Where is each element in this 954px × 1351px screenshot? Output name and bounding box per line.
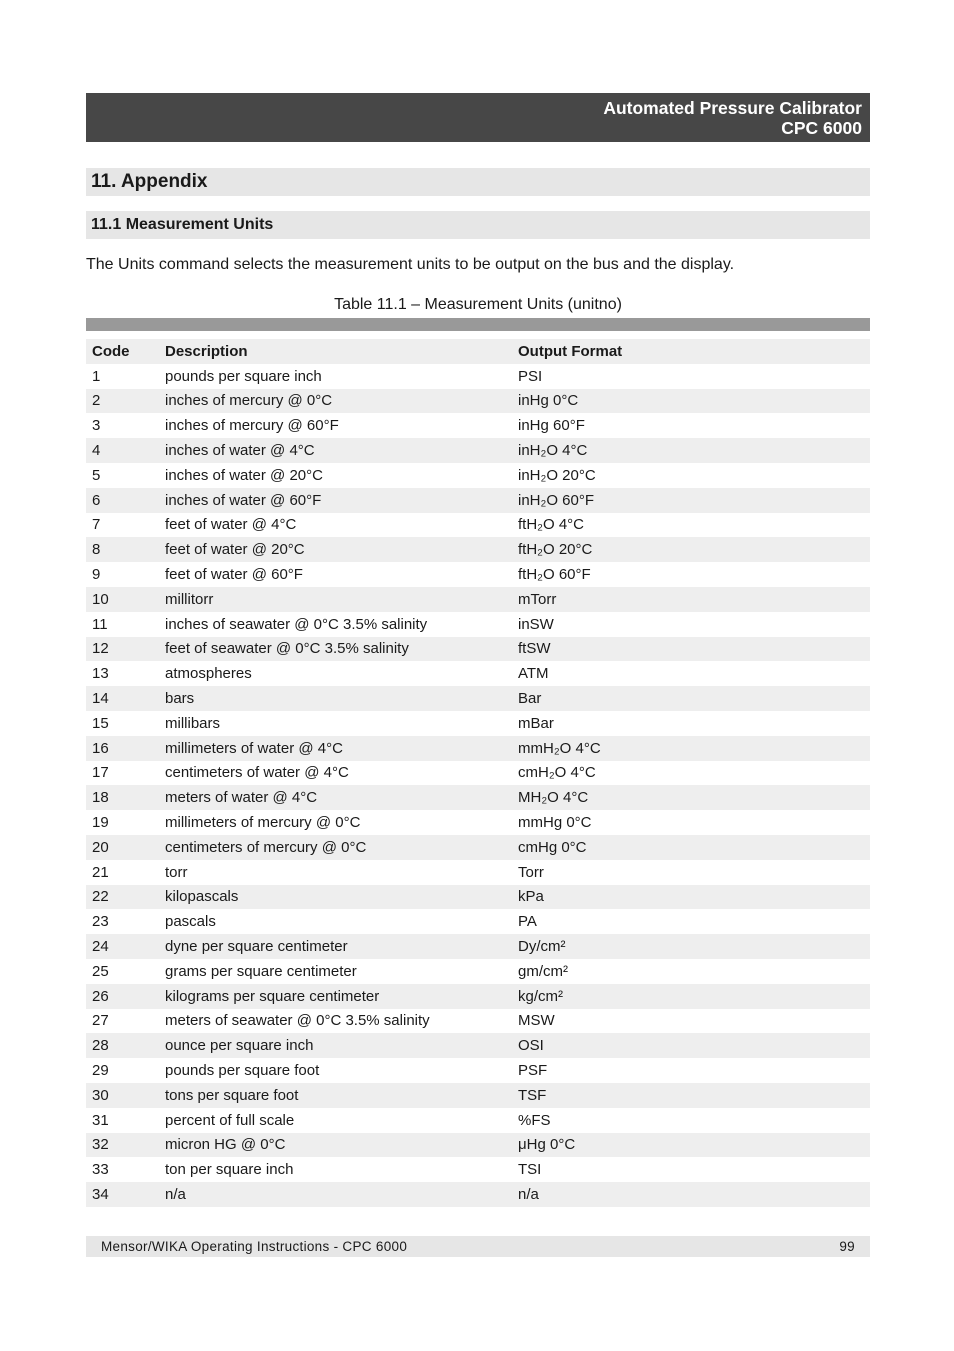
document-header	[86, 93, 870, 142]
table-row	[86, 810, 870, 835]
cell-description: inches of water @ 60°F	[165, 491, 322, 509]
table-row	[86, 413, 870, 438]
cell-output-format: cmH₂O 4°C	[518, 764, 596, 782]
cell-output-format: mmH₂O 4°C	[518, 739, 601, 757]
column-header-description: Description	[165, 342, 248, 360]
cell-code: 34	[92, 1185, 109, 1203]
table-row	[86, 761, 870, 786]
cell-description: kilopascals	[165, 888, 239, 906]
cell-code: 26	[92, 987, 109, 1005]
cell-description: dyne per square centimeter	[165, 938, 348, 956]
cell-output-format: mmHg 0°C	[518, 814, 592, 832]
cell-description: percent of full scale	[165, 1111, 295, 1129]
cell-description: inches of water @ 4°C	[165, 442, 315, 460]
cell-code: 32	[92, 1136, 109, 1154]
cell-output-format: mBar	[518, 714, 554, 732]
table-row	[86, 686, 870, 711]
cell-output-format: inSW	[518, 615, 554, 633]
table-row	[86, 637, 870, 662]
cell-description: millimeters of water @ 4°C	[165, 739, 343, 757]
cell-description: centimeters of mercury @ 0°C	[165, 838, 367, 856]
cell-code: 15	[92, 714, 109, 732]
cell-output-format: ftH₂O 20°C	[518, 541, 593, 559]
cell-output-format: ftH₂O 4°C	[518, 516, 584, 534]
cell-output-format: Bar	[518, 690, 542, 708]
table-row	[86, 959, 870, 984]
cell-code: 16	[92, 739, 109, 757]
cell-output-format: Torr	[518, 863, 544, 881]
cell-description: inches of seawater @ 0°C 3.5% salinity	[165, 615, 428, 633]
table-row	[86, 488, 870, 513]
cell-code: 11	[92, 615, 108, 633]
cell-code: 25	[92, 962, 109, 980]
cell-code: 14	[92, 690, 109, 708]
page-number: 99	[839, 1239, 855, 1254]
table-row	[86, 438, 870, 463]
cell-description: atmospheres	[165, 665, 252, 683]
cell-code: 30	[92, 1086, 109, 1104]
table-header-row	[86, 339, 870, 364]
table-row	[86, 835, 870, 860]
cell-output-format: inH₂O 20°C	[518, 466, 596, 484]
cell-description: feet of water @ 20°C	[165, 541, 305, 559]
page-footer	[86, 1236, 870, 1257]
cell-description: inches of water @ 20°C	[165, 466, 323, 484]
cell-code: 1	[92, 367, 101, 385]
cell-code: 12	[92, 640, 109, 658]
cell-output-format: ftSW	[518, 640, 551, 658]
cell-output-format: PSF	[518, 1062, 548, 1079]
cell-description: n/a	[165, 1185, 186, 1203]
cell-output-format: kPa	[518, 888, 544, 906]
cell-description: torr	[165, 863, 188, 881]
subsection-title: 11.1 Measurement Units	[91, 216, 274, 233]
cell-code: 5	[92, 466, 101, 484]
column-header-output-format: Output Format	[518, 342, 623, 360]
cell-output-format: TSF	[518, 1086, 547, 1104]
cell-output-format: gm/cm²	[518, 962, 568, 980]
cell-description: kilograms per square centimeter	[165, 987, 380, 1005]
table-row	[86, 736, 870, 761]
cell-code: 22	[92, 888, 109, 906]
cell-output-format: kg/cm²	[518, 987, 563, 1005]
cell-description: pascals	[165, 913, 216, 931]
cell-output-format: ftH₂O 60°F	[518, 566, 591, 584]
header-title-line2: CPC 6000	[781, 118, 862, 138]
table-row	[86, 885, 870, 910]
cell-output-format: Dy/cm²	[518, 938, 566, 956]
section-title: 11. Appendix	[91, 171, 208, 192]
table-row	[86, 1033, 870, 1058]
table-row	[86, 562, 870, 587]
units-table	[86, 339, 870, 1207]
cell-code: 8	[92, 541, 101, 559]
cell-description: grams per square centimeter	[165, 962, 357, 980]
cell-description: feet of water @ 60°F	[165, 566, 303, 584]
table-row	[86, 1009, 870, 1034]
table-row	[86, 389, 870, 414]
section-heading	[86, 168, 870, 196]
cell-output-format: μHg 0°C	[518, 1136, 576, 1154]
cell-description: inches of mercury @ 60°F	[165, 417, 339, 435]
table-row	[86, 1133, 870, 1158]
table-row	[86, 785, 870, 810]
cell-description: tons per square foot	[165, 1086, 299, 1104]
table-row	[86, 1108, 870, 1133]
table-row	[86, 1157, 870, 1182]
table-row	[86, 661, 870, 686]
cell-output-format: inH₂O 4°C	[518, 442, 588, 460]
footer-document-title: Mensor/WIKA Operating Instructions - CPC 6000	[101, 1239, 408, 1254]
cell-code: 19	[92, 814, 109, 832]
cell-code: 3	[92, 417, 101, 435]
cell-output-format: mTorr	[518, 590, 557, 608]
cell-output-format: inHg 0°C	[518, 392, 579, 410]
cell-output-format: MH₂O 4°C	[518, 789, 589, 807]
cell-description: pounds per square inch	[165, 367, 322, 385]
table-row	[86, 1083, 870, 1108]
intro-paragraph: The Units command selects the measurement units to be output on the bus and the display.	[86, 256, 735, 273]
table-row	[86, 909, 870, 934]
cell-output-format: cmHg 0°C	[518, 838, 587, 856]
cell-code: 7	[92, 516, 101, 534]
cell-description: millibars	[165, 714, 221, 732]
cell-description: pounds per square foot	[165, 1062, 320, 1079]
table-caption: Table 11.1 – Measurement Units (unitno)	[334, 296, 622, 313]
table-row	[86, 587, 870, 612]
cell-code: 33	[92, 1161, 109, 1179]
cell-description: meters of seawater @ 0°C 3.5% salinity	[165, 1012, 430, 1030]
cell-code: 2	[92, 392, 101, 410]
cell-description: millimeters of mercury @ 0°C	[165, 814, 361, 832]
cell-output-format: OSI	[518, 1037, 544, 1055]
cell-output-format: TSI	[518, 1161, 542, 1179]
table-row	[86, 711, 870, 736]
cell-code: 10	[92, 590, 109, 608]
cell-code: 23	[92, 913, 109, 931]
table-body	[86, 364, 870, 1207]
table-row	[86, 364, 870, 389]
cell-code: 31	[92, 1111, 109, 1129]
cell-output-format: PSI	[518, 367, 543, 385]
cell-code: 4	[92, 442, 101, 460]
cell-code: 9	[92, 566, 101, 584]
subsection-heading	[86, 211, 870, 239]
cell-description: micron HG @ 0°C	[165, 1136, 286, 1154]
cell-output-format: inH₂O 60°F	[518, 491, 595, 509]
table-row	[86, 612, 870, 637]
cell-code: 13	[92, 665, 109, 683]
cell-output-format: MSW	[518, 1012, 555, 1030]
cell-output-format: ATM	[518, 665, 549, 683]
cell-code: 6	[92, 491, 101, 509]
cell-code: 24	[92, 938, 109, 956]
cell-description: inches of mercury @ 0°C	[165, 392, 333, 410]
cell-output-format: inHg 60°F	[518, 417, 585, 435]
column-header-code: Code	[92, 342, 130, 360]
cell-description: ounce per square inch	[165, 1037, 314, 1055]
cell-output-format: %FS	[518, 1111, 551, 1129]
cell-code: 20	[92, 838, 109, 856]
table-row	[86, 513, 870, 538]
table-row	[86, 1058, 870, 1083]
cell-code: 21	[92, 863, 109, 881]
table-row	[86, 537, 870, 562]
cell-code: 27	[92, 1012, 109, 1030]
cell-output-format: PA	[518, 913, 537, 931]
header-title-line1: Automated Pressure Calibrator	[603, 98, 862, 118]
cell-description: meters of water @ 4°C	[165, 789, 318, 807]
cell-description: bars	[165, 690, 195, 708]
cell-description: feet of water @ 4°C	[165, 516, 297, 534]
table-top-rule	[86, 318, 870, 331]
cell-description: feet of seawater @ 0°C 3.5% salinity	[165, 640, 409, 658]
table-row	[86, 984, 870, 1009]
cell-code: 28	[92, 1037, 109, 1055]
table-row	[86, 860, 870, 885]
table-row	[86, 934, 870, 959]
cell-description: millitorr	[165, 590, 214, 608]
cell-description: centimeters of water @ 4°C	[165, 764, 349, 782]
cell-code: 17	[92, 764, 109, 782]
table-row	[86, 463, 870, 488]
cell-description: ton per square inch	[165, 1161, 294, 1179]
cell-code: 18	[92, 789, 109, 807]
table-row	[86, 1182, 870, 1207]
cell-output-format: n/a	[518, 1185, 539, 1203]
cell-code: 29	[92, 1062, 109, 1079]
